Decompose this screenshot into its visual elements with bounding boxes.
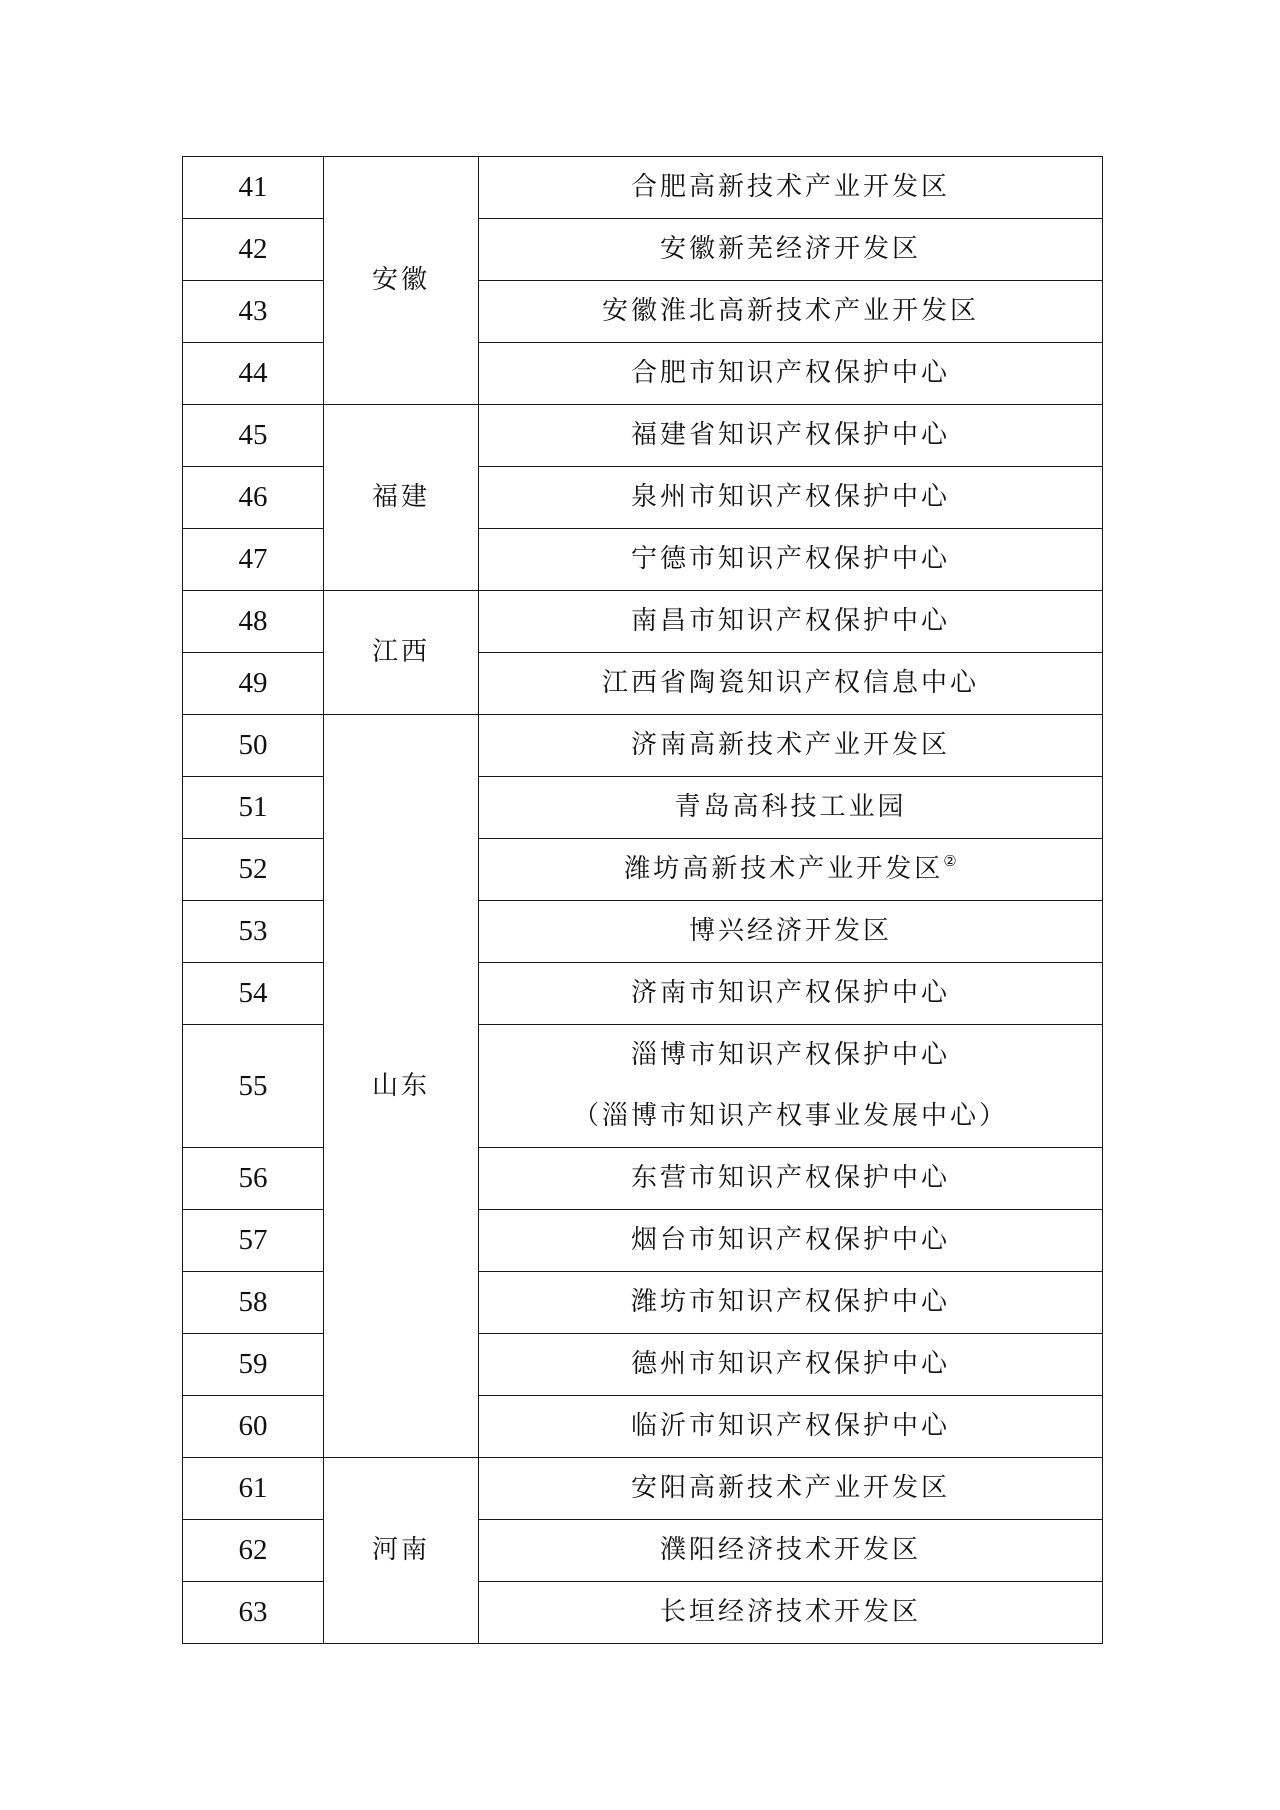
table-row	[183, 281, 1103, 343]
table-row	[183, 1458, 1103, 1520]
institution-name: 潍坊市知识产权保护中心	[479, 1272, 1103, 1334]
institution-name: 德州市知识产权保护中心	[479, 1334, 1103, 1396]
institution-name: 潍坊高新技术产业开发区	[624, 854, 944, 884]
table-row	[183, 219, 1103, 281]
institution-name: 濮阳经济技术开发区	[479, 1520, 1103, 1582]
institution-name: 南昌市知识产权保护中心	[479, 591, 1103, 653]
institution-name: 东营市知识产权保护中心	[479, 1148, 1103, 1210]
row-number: 48	[183, 591, 324, 653]
row-number: 59	[183, 1334, 324, 1396]
institution-name: 合肥市知识产权保护中心	[479, 343, 1103, 405]
table-row	[183, 157, 1103, 219]
table-row	[183, 467, 1103, 529]
row-number: 55	[183, 1025, 324, 1148]
table-row	[183, 591, 1103, 653]
province-cell: 安徽	[324, 157, 479, 405]
institution-name: 济南高新技术产业开发区	[479, 715, 1103, 777]
row-number: 54	[183, 963, 324, 1025]
institution-name: 泉州市知识产权保护中心	[479, 467, 1103, 529]
row-number: 46	[183, 467, 324, 529]
row-number: 43	[183, 281, 324, 343]
institution-name: 宁德市知识产权保护中心	[479, 529, 1103, 591]
province-cell: 河南	[324, 1458, 479, 1644]
table-row	[183, 1582, 1103, 1644]
province-cell: 福建	[324, 405, 479, 591]
table-row	[183, 405, 1103, 467]
table-row	[183, 653, 1103, 715]
row-number: 57	[183, 1210, 324, 1272]
row-number: 50	[183, 715, 324, 777]
institution-name: 江西省陶瓷知识产权信息中心	[479, 653, 1103, 715]
province-cell: 江西	[324, 591, 479, 715]
institution-name: 博兴经济开发区	[479, 901, 1103, 963]
row-number: 63	[183, 1582, 324, 1644]
institution-name: 青岛高科技工业园	[479, 777, 1103, 839]
table-row	[183, 777, 1103, 839]
table-row	[183, 1025, 1103, 1148]
row-number: 47	[183, 529, 324, 591]
row-number: 61	[183, 1458, 324, 1520]
institution-name: 济南市知识产权保护中心	[479, 963, 1103, 1025]
row-number: 53	[183, 901, 324, 963]
institution-alias: （淄博市知识产权事业发展中心）	[572, 1101, 1008, 1131]
row-number: 56	[183, 1148, 324, 1210]
table-row	[183, 1520, 1103, 1582]
table-row	[183, 1396, 1103, 1458]
institution-name: 临沂市知识产权保护中心	[479, 1396, 1103, 1458]
row-number: 51	[183, 777, 324, 839]
row-number: 58	[183, 1272, 324, 1334]
row-number: 45	[183, 405, 324, 467]
row-number: 44	[183, 343, 324, 405]
institution-name-cell	[479, 839, 1103, 901]
row-number: 52	[183, 839, 324, 901]
table-row	[183, 1210, 1103, 1272]
table-row	[183, 901, 1103, 963]
table-row	[183, 1272, 1103, 1334]
institution-name: 安徽新芜经济开发区	[479, 219, 1103, 281]
table-row	[183, 529, 1103, 591]
table-row	[183, 1148, 1103, 1210]
row-number: 41	[183, 157, 324, 219]
institution-name: 合肥高新技术产业开发区	[479, 157, 1103, 219]
table-row	[183, 839, 1103, 901]
institution-name: 烟台市知识产权保护中心	[479, 1210, 1103, 1272]
footnote-marker: ②	[943, 852, 957, 870]
institution-name: 长垣经济技术开发区	[479, 1582, 1103, 1644]
province-cell: 山东	[324, 715, 479, 1458]
row-number: 60	[183, 1396, 324, 1458]
institution-name: 福建省知识产权保护中心	[479, 405, 1103, 467]
row-number: 42	[183, 219, 324, 281]
row-number: 62	[183, 1520, 324, 1582]
institution-name: 安阳高新技术产业开发区	[479, 1458, 1103, 1520]
institution-table	[182, 156, 1103, 1644]
table-row	[183, 343, 1103, 405]
table-row	[183, 715, 1103, 777]
institution-name-cell	[479, 1025, 1103, 1148]
institution-name: 安徽淮北高新技术产业开发区	[479, 281, 1103, 343]
table-row	[183, 1334, 1103, 1396]
row-number: 49	[183, 653, 324, 715]
table-row	[183, 963, 1103, 1025]
institution-name: 淄博市知识产权保护中心	[630, 1040, 950, 1070]
